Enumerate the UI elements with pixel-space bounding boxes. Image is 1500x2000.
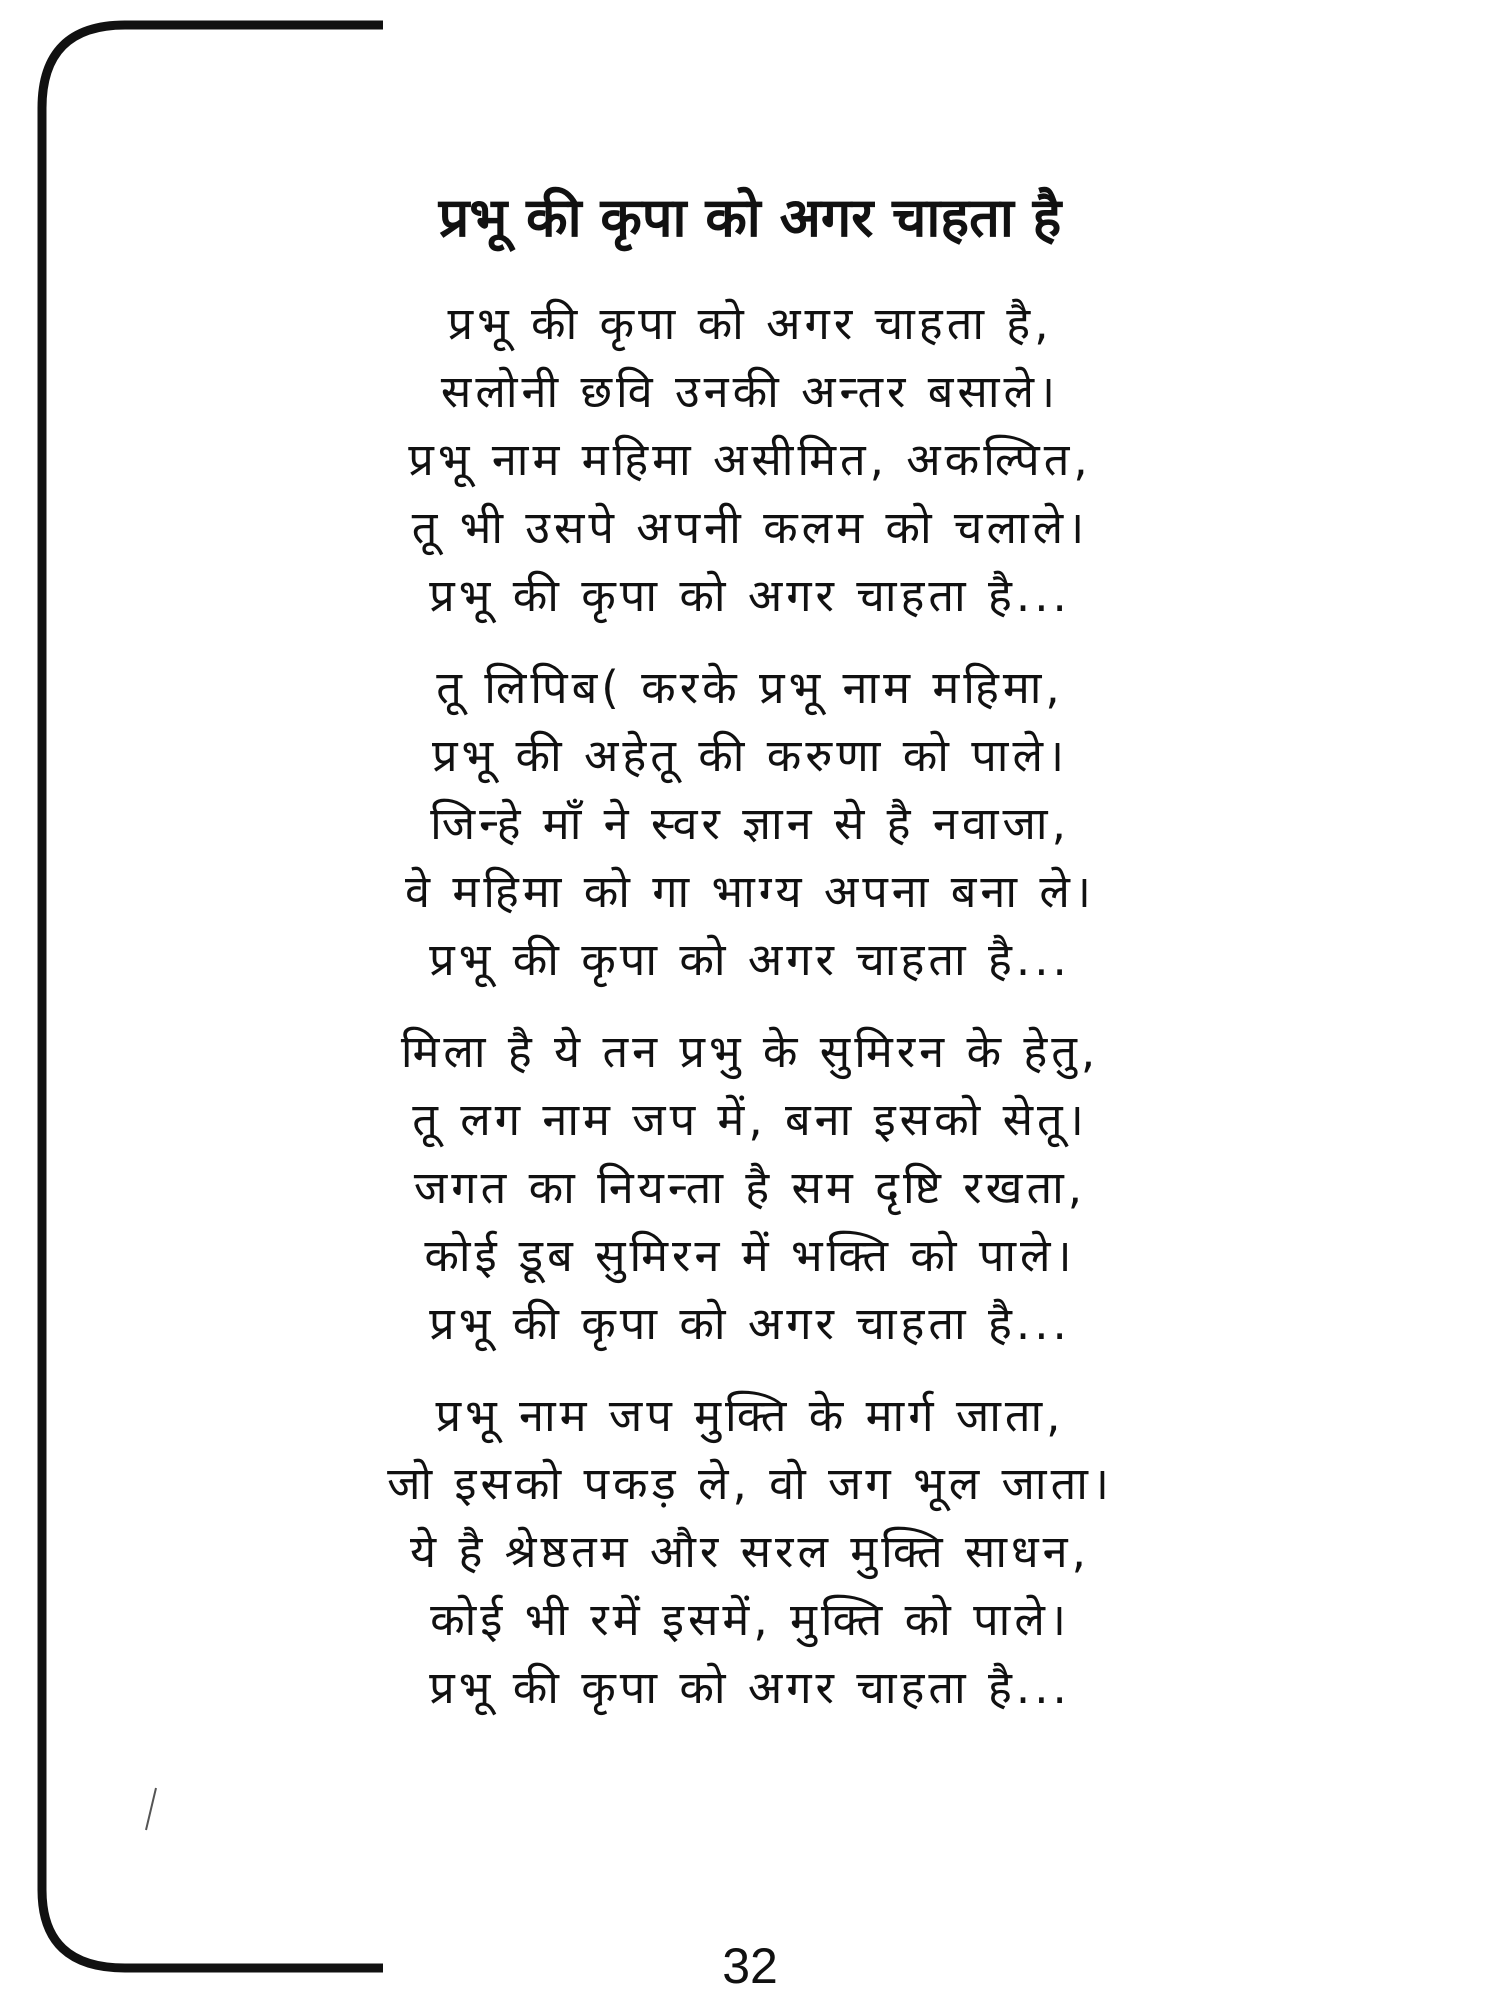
poem-line: जो इसको पकड़ ले, वो जग भूल जाता। [387, 1457, 1113, 1510]
poem-body [0, 290, 1500, 1746]
poem-title: प्रभू की कृपा को अगर चाहता है [438, 186, 1062, 249]
poem-line: प्रभू नाम महिमा असीमित, अकल्पित, [408, 433, 1092, 486]
poem-line: तू लग नाम जप में, बना इसको सेतू। [412, 1093, 1088, 1146]
refrain-line: प्रभू की कृपा को अगर चाहता है... [429, 1661, 1071, 1714]
poem-line: तू भी उसपे अपनी कलम को चलाले। [411, 501, 1089, 554]
stanza-3 [0, 1018, 1500, 1358]
stanza-4 [0, 1382, 1500, 1722]
refrain-line: प्रभू की कृपा को अगर चाहता है... [429, 933, 1071, 986]
stanza-1 [0, 290, 1500, 630]
stray-pen-mark [142, 1786, 162, 1834]
refrain-line: प्रभू की कृपा को अगर चाहता है... [429, 1297, 1071, 1350]
page-number: 32 [722, 1938, 778, 1994]
poem-line: कोई भी रमें इसमें, मुक्ति को पाले। [430, 1593, 1070, 1646]
poem-line: जिन्हे माँ ने स्वर ज्ञान से है नवाजा, [430, 797, 1070, 850]
stanza-2 [0, 654, 1500, 994]
poem-line: सलोनी छवि उनकी अन्तर बसाले। [440, 365, 1060, 418]
poem-line: जगत का नियन्ता है सम दृष्टि रखता, [413, 1161, 1087, 1214]
refrain-line: प्रभू की कृपा को अगर चाहता है... [429, 569, 1071, 622]
poem-line: तू लिपिब( करके प्रभू नाम महिमा, [436, 661, 1064, 714]
poem-line: वे महिमा को गा भाग्य अपना बना ले। [405, 865, 1095, 918]
poem-line: प्रभू नाम जप मुक्ति के मार्ग जाता, [435, 1389, 1065, 1442]
poem-line: प्रभू की कृपा को अगर चाहता है, [447, 297, 1053, 350]
poem-line: कोई डूब सुमिरन में भक्ति को पाले। [424, 1229, 1076, 1282]
poem-line: ये है श्रेष्ठतम और सरल मुक्ति साधन, [410, 1525, 1090, 1578]
poem-line: मिला है ये तन प्रभु के सुमिरन के हेतु, [400, 1025, 1100, 1078]
poem-line: प्रभू की अहेतू की करुणा को पाले। [431, 729, 1069, 782]
